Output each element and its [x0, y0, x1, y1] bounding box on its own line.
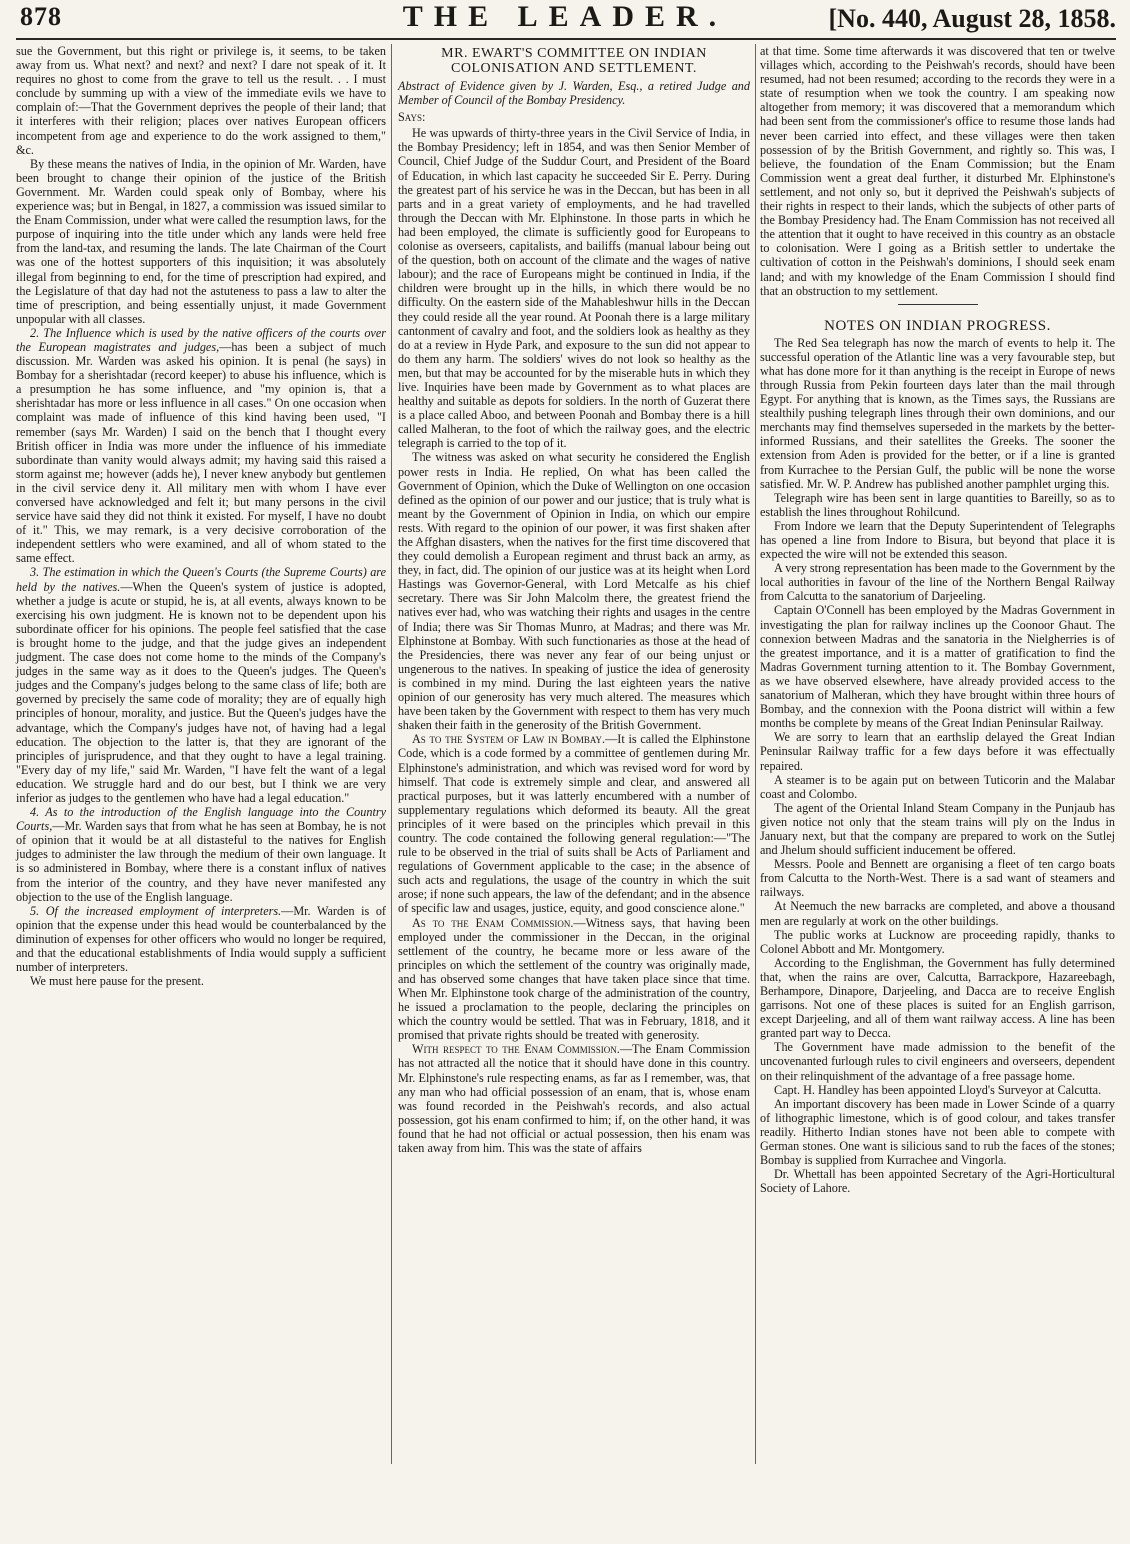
note: From Indore we learn that the Deputy Superintendent of Telegraphs has opened a line from Indore to Bisura, but beyond that place it is expected the wire will not be extended this season. — [760, 518, 1115, 562]
abstract: Abstract of Evidence given by J. Warden, Esq., a retired Judge and Member of Council of the Bombay Presidency. — [398, 79, 750, 108]
paragraph: 3. The estimation in which the Queen's Courts (the Supreme Courts) are held by the natives.—When the Queen's system of justice is adopted, whether a judge is acute or stupid, he is, at all events, always known to be exercising his own judgment. He is known not to be dependent upon his subordinate officer for his opinions. The people feel satisfied that the case is brought home to the judge, and that the judge gives an independent judgment. The case does not come home to the minds of the Company's judges in the same way as it does to the Queen's judges. The Queen's judges and the Company's judges belong to the same class of life; both are governed by precisely the same code of morality; they are of equally high principles of honour, morality, and justice. But the Queen's judges have the advantage, which the Company's judges have not, of having had a legal education. The objection to the latter is, that they are ignorant of the principles of jurisprudence, and that they ought to have a legal training. "Every day of my life," said Mr. Warden, "I have felt the want of a legal education. We struggle hard and do our best, but I think we are very inferior as judges to the gentlemen who have had a legal education." — [16, 565, 386, 805]
paragraph: 4. As to the introduction of the English language into the Country Courts,—Mr. Warden says that from what he has seen at Bombay, he is not of opinion that it would be at all distasteful to the natives for English judges to administer the law through the medium of their own language. It is so administered in Bombay, where there is a constant influx of natives from the interior of the country, and they have never manifested any objection to the use of the English language. — [16, 805, 386, 904]
paragraph: As to the Enam Commission.—Witness says, that having been employed under the commissioner in the Deccan, in the original settlement of the country, he became more or less aware of the principles on which the settlement of the country was originally made, and has observed some changes that have taken place since that time. When Mr. Elphinstone took charge of the administration of the country, he issued a proclamation to the people, declaring the principles on which the country would be settled. That was in February, 1818, and it promised that private rights should be treated with generosity. — [398, 915, 750, 1043]
issue-date: [No. 440, August 28, 1858. — [828, 4, 1116, 33]
paragraph: 5. Of the increased employment of interpreters.—Mr. Warden is of opinion that the expense under this head would be counterbalanced by the diminution of expenses for other officers who would no longer be required, and that the educational establishments of India would supply a sufficient number of interpreters. — [16, 903, 386, 975]
paragraph: As to the System of Law in Bombay.—It is called the Elphinstone Code, which is a code formed by a committee of gentlemen during Mr. Elphinstone's administration, and which was revised word for word by himself. That code is extremely simple and clear, and answered all practical purposes, but it was latterly encumbered with a number of supplementary regulations which deformed its beauty. All the great principles of it were based on the principles which prevail in this country. The code contained the following general regulation:—"The rule to be observed in the trial of suits shall be Acts of Parliament and regulations of Government applicable to the case; in the absence of such acts and regulations, the usage of the country in which the suit arose; if none such appears, the law of the defendant; and in the absence of specific law and usages, justice, equity, and good conscience alone." — [398, 732, 750, 916]
section-lead: 3. The estimation in which the Queen's Courts (the Supreme Courts) are held by the natives. — [16, 565, 386, 594]
notes-heading: NOTES ON INDIAN PROGRESS. — [824, 317, 1051, 334]
note: A very strong representation has been made to the Government by the local authorities in favour of the line of the Northern Bengal Railway from Calcutta to the sanatorium of Darjeeling. — [760, 561, 1115, 604]
paragraph: By these means the natives of India, in the opinion of Mr. Warden, have been brought to change their opinion of the justice of the British Government. Mr. Warden could speak only of Bombay, where his experience was; but in Bengal, in 1827, a commission was issued similar to the Enam Commission, under what were called the resumption laws, for the purpose of inquiring into the title under which any lands were held free from the land-tax, and resuming the lands. The late Chairman of the Court was one of the hottest supporters of this inquisition; it was absolutely illegal from beginning to end, for the time of prescription had expired, and the Legislature of that day had not the astuteness to pass a law to alter the time of prescription, and being essentially unjust, it made Government unpopular with all classes. — [16, 156, 386, 326]
note: Captain O'Connell has been employed by the Madras Government in investigating the plan for railway inclines up the Coonoor Ghaut. The connexion between Madras and the sanatoria in the Nielgherries is of the greatest importance, and it is a matter of gratification to find the Madras Government turning attention to it. The Bombay Government, as we have observed elsewhere, have already provided access to the sanatorium of Malheran, which they have brought within three hours of Bombay, and the connexion with the Poona district will within a few months be complete by means of the Great Indian Peninsular Railway. — [760, 603, 1115, 731]
note: Messrs. Poole and Bennett are organising a fleet of ten cargo boats from Calcutta to the North-West. There is a sad want of steamers and railways. — [760, 857, 1115, 900]
note: A steamer is to be again put on between Tuticorin and the Malabar coast and Colombo. — [760, 772, 1115, 801]
section-lead: 4. As to the introduction of the English language into the Country Courts, — [16, 805, 386, 834]
note: The Government have made admission to the benefit of the uncovenanted furlough rules to civil engineers and overseers, dependent on their relinquishment of the advantage of a free passage home. — [760, 1040, 1115, 1083]
section-lead: As to the System of Law in Bombay. — [412, 732, 606, 747]
paragraph: The witness was asked on what security he considered the English power rests in India. He replied, On what has been called the Government of Opinion, which the Duke of Wellington on one occasion defined as the opinion of our power and our justice; that is truly what is meant by the Government of Opinion in India, on which our empire rests. With regard to the opinion of our power, it was first shaken after the Affghan disasters, when the natives for the first time discovered that they could demolish a European regiment and thrust back an army, as they, in fact, did. The opinion of our justice was at its height when Lord Hastings was Governor-General, with Lord Metcalfe as his chief secretary. There was Sir John Malcolm there, the greatest friend the natives ever had, who was watching their rights and usages in the centre of India; there was Sir Thomas Munro, at Madras; and there was Mr. Elphinstone at Bombay. With such functionaries as those at the head of the Presidencies, there was never any fear of our being unjust or ungenerous to the natives. In speaking of justice the idea of generosity is combined in my mind. During the last eighteen years the native opinion of our generosity has very much altered. The measures which have been taken by the Government with respect to them has very much shaken their faith in the generosity of the British Government. — [398, 450, 750, 733]
note: According to the Englishman, the Government has fully determined that, when the rains are over, Calcutta, Barrackpore, Hazareebagh, Berhampore, Dinapore, Darjeeling, and Dacca are to receive English garrisons. Not one of these places is suited for an English garrison, except Darjeeling, and all of them want railway access. A line has been granted part way to Decca. — [760, 955, 1115, 1041]
column-divider-left — [391, 44, 392, 1464]
paragraph: at that time. Some time afterwards it was discovered that ten or twelve villages which, according to the Peishwah's records, should have been resumed, had not been resumed; according to the records they were in a state of resumption when we took the country. I am speaking now altogether from memory; it was discovered that a memorandum which had been sent from the commissioner's office to resume those lands had never been carried into effect, and these villages were then taken possession of by the British Government, and rightly so. This was, I believe, the foundation of the Enam Commission; but the Enam Commission went a great deal further, it disturbed Mr. Elphinstone's settlement, and not only so, but it deprived the Peishwah's subjects of their rights in respect to their lands, which the subjects of other parts of the Bombay Presidency had. The Enam Commission has not received all the attention that it ought to have received in this country as an obstacle to colonisation. Were I going as a British settler to undertake the cultivation of cotton in the Peishwah's dominions, I should seek enam land; and with my knowledge of the Enam Commission I should find that an obstruction to my settlement. — [760, 44, 1115, 298]
column-divider-right — [755, 44, 756, 1464]
paragraph: 2. The Influence which is used by the native officers of the courts over the European magistrates and judges,—has been a subject of much discussion. Mr. Warden was asked his opinion. It is penal (he says) in Bombay for a sherishtadar (record keeper) to abuse his influence, which is a presumption he has some influence, and "my opinion is, that a sherishtadar has more or less influence in all cases." On one occasion when complaint was made of influence of this kind having been used, "I remember (says Mr. Warden) I said on the bench that I thought every British officer in India was more under the influence of his immediate subordinate than vanity would always admit; my having said this raised a storm against me; however (adds he), I never knew anybody but gentlemen in the civil service deny it. All military men with whom I have ever conversed have acknowledged and felt it; but many persons in the civil service have said they did not think it existed. For myself, I have no doubt of it." This, we may remark, is a very decisive corroboration of the independent settlers who were examined, and all of whom stated to the same effect. — [16, 325, 386, 566]
paragraph: sue the Government, but this right or privilege is, it seems, to be taken away from us. What next? and next? and next? I dare not speak of it. It requires no ghost to come from the grave to tell us the result. . . I must conclude by summing up with a view of the immediate evils we have to complain of:—That the Government deprives the people of their land; that it interferes with their religion; places over natives European officers incompetent from age and experience to do the work assigned to them," &c. — [16, 44, 386, 157]
section-lead: With respect to the Enam Commission. — [412, 1042, 620, 1057]
newspaper-title: THE LEADER. — [402, 0, 728, 33]
note: The agent of the Oriental Inland Steam Company in the Punjaub has given notice not only that the steam trains will ply on the Indus in January next, but that the company are prepared to work on the Sutlej and Jhelum should sufficient inducement be offered. — [760, 800, 1115, 858]
note: At Neemuch the new barracks are completed, and above a thousand men are regularly at work on the other buildings. — [760, 899, 1115, 928]
note: An important discovery has been made in Lower Scinde of a quarry of lithographic limestone, which is of good colour, and takes transfer readily. Hitherto Indian stones have not been able to compete with German stones. One want is silicious sand to rub the faces of the stones; Bombay is supplied from Kurrachee and Vingorla. — [760, 1096, 1115, 1168]
column-2 — [398, 44, 750, 1155]
page-number: 878 — [20, 2, 62, 31]
section-lead: 2. The Influence which is used by the native officers of the courts over the European magistrates and judges, — [16, 325, 386, 354]
note: Capt. H. Handley has been appointed Lloyd's Surveyor at Calcutta. — [774, 1082, 1102, 1097]
column-3 — [760, 44, 1115, 1195]
article-heading: MR. EWART'S COMMITTEE ON INDIAN COLONISATION AND SETTLEMENT. — [441, 46, 707, 76]
says-label: Says: — [398, 110, 426, 125]
masthead — [0, 0, 1130, 40]
note: Dr. Whettall has been appointed Secretary of the Agri-Horticultural Society of Lahore. — [760, 1167, 1115, 1196]
paragraph: With respect to the Enam Commission.—The Enam Commission has not attracted all the notice that it should have done in this country. Mr. Elphinstone's rule respecting enams, as far as I remember, was, that any man who had official possession of an enam, that is, whose enam was found recorded in the Peishwah's records, and also actual possession, got his enam confirmed to him; if, on the other hand, it was found that he had not official or actual possession, then his enam was taken away from him. This was the state of affairs — [398, 1042, 750, 1156]
note: Telegraph wire has been sent in large quantities to Bareilly, so as to establish the lines throughout Rohilcund. — [760, 490, 1115, 519]
note: The Red Sea telegraph has now the march of events to help it. The successful operation of the Atlantic line was a very favourable step, but what has done more for it than anything is the receipt in Europe of news through Russia from Pekin fourteen days later than the mail through Egypt. For anything that is known, as the Times says, the Russians are stealthily pushing telegraph lines through their own dominions, and our merchants may find themselves superseded in the markets by the better-informed Russians, and their satellites the Greeks. The sooner the extension from Aden is provided for the better, or if a line is granted from Kurrachee to the Persian Gulf, the public will be none the worse satisfied. Mr. W. P. Andrew has published another pamphlet urging this. — [760, 335, 1115, 491]
note: The public works at Lucknow are proceeding rapidly, thanks to Colonel Abbott and Mr. Montgomery. — [760, 927, 1115, 956]
paragraph: He was upwards of thirty-three years in the Civil Service of India, in the Bombay Presidency; left in 1854, and was then Senior Member of Council, Chief Judge of the Suddur Court, and President of the Board of Education, in which last capacity he succeeded Sir E. Perry. During the greatest part of his service he was in the Deccan, but has been in all parts and in a great variety of employments, and he had travelled through the Deccan with Mr. Elphinstone. In those parts in which he had been employed, the climate is sufficiently good for Europeans to colonise as overseers, capitalists, and bailiffs (manual labour being out of the question, both on account of the climate and the wages of native labour); and the race of Europeans might be continued in India, if the children were brought up in the hills, in which there would be no difficulty. On the eastern side of the Mahableshwur hills in the Deccan they could reside all the year round. At Poonah there is a large military cantonment of cavalry and foot, and the soldiers look as healthy as they do at a review in Hyde Park, and exposure to the sun did not appear to do them any harm. The soldiers' wives do not look so healthy as the men, but that may be accounted for by the miserable huts in which they live. Inquiries have been made by Government as to what places are healthy and suitable as depots for soldiers. In the north of Guzerat there is a place called Aboo, and between Poonah and Bombay there is a hill called Malheran, to the foot of which the railway goes, and the electric telegraph is carried to the top of it. — [398, 126, 750, 451]
closing-line: We must here pause for the present. — [30, 974, 204, 989]
section-lead: As to the Enam Commission. — [412, 915, 574, 930]
section-lead: 5. Of the increased employment of interpreters. — [30, 903, 282, 918]
note: We are sorry to learn that an earthslip delayed the Great Indian Peninsular Railway traffic for a few days before it was effectually repaired. — [760, 730, 1115, 773]
column-1 — [16, 44, 386, 988]
section-rule — [898, 304, 978, 305]
masthead-rule — [16, 38, 1116, 40]
